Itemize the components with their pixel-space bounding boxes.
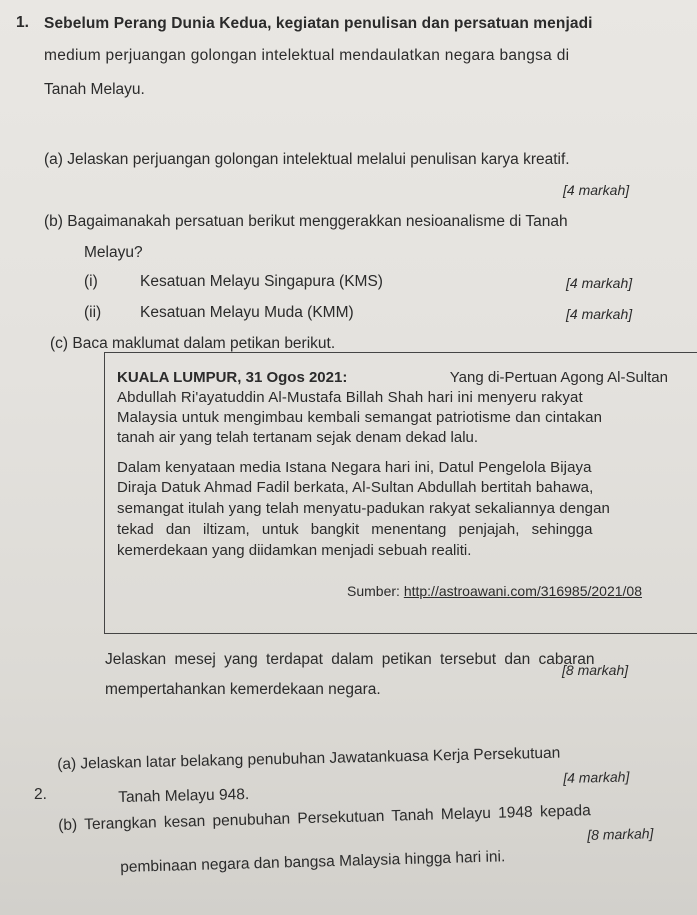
- question-1b-i-number: (i): [84, 273, 98, 290]
- question-1b-text-line-2: Melayu?: [84, 244, 143, 261]
- excerpt-dateline: KUALA LUMPUR, 31 Ogos 2021:: [117, 369, 348, 386]
- excerpt-p2-line-2: Diraja Datuk Ahmad Fadil berkata, Al-Sultan Abdullah bertitah bahawa,: [117, 479, 594, 496]
- question-1b-i-label: Kesatuan Melayu Singapura (KMS): [140, 273, 383, 290]
- question-1a-marks: [4 markah]: [563, 182, 630, 198]
- question-1b-i-marks: [4 markah]: [566, 275, 633, 291]
- question-2a-line-2: Tanah Melayu 948.: [118, 786, 250, 806]
- question-1c-marks: [8 markah]: [562, 662, 629, 678]
- question-1-intro-line-3: Tanah Melayu.: [44, 81, 145, 98]
- excerpt-p2-line-4: tekad dan iltizam, untuk bangkit menentang penjajah, sehingga: [117, 521, 593, 538]
- excerpt-p2-line-5: kemerdekaan yang diidamkan menjadi sebuah realiti.: [117, 542, 472, 559]
- question-1b-text-line-1: (b) Bagaimanakah persatuan berikut menggerakkan nesioanalisme di Tanah: [44, 213, 568, 230]
- excerpt-p1-line-3: Malaysia untuk mengimbau kembali semangat patriotisme dan cintakan: [117, 409, 603, 426]
- excerpt-source: [347, 583, 642, 599]
- question-2-number: 2.: [34, 786, 47, 803]
- excerpt-line-1: [117, 368, 668, 388]
- question-1-intro-line-2: medium perjuangan golongan intelektual mendaulatkan negara bangsa di: [44, 47, 570, 64]
- excerpt-p1-line1-rest: Yang di-Pertuan Agong Al-Sultan: [449, 369, 668, 386]
- question-1-number: 1.: [16, 14, 29, 31]
- question-1a-text: (a) Jelaskan perjuangan golongan intelektual melalui penulisan karya kreatif.: [44, 151, 570, 168]
- excerpt-p1-line-4: tanah air yang telah tertanam sejak denam dekad lalu.: [117, 429, 479, 446]
- excerpt-source-label: Sumber:: [347, 583, 400, 599]
- question-1b-ii-marks: [4 markah]: [566, 306, 633, 322]
- excerpt-p1-line-2: Abdullah Ri'ayatuddin Al-Mustafa Billah Shah hari ini menyeru rakyat: [117, 389, 583, 406]
- question-1c-text: (c) Baca maklumat dalam petikan berikut.: [50, 335, 336, 352]
- question-1c-question-line-1: Jelaskan mesej yang terdapat dalam petikan tersebut dan cabaran: [105, 651, 595, 668]
- excerpt-source-link[interactable]: http://astroawani.com/316985/2021/08: [403, 583, 642, 599]
- question-2a-line-1: (a) Jelaskan latar belakang penubuhan Jawatankuasa Kerja Persekutuan: [57, 744, 561, 773]
- question-1b-ii-label: Kesatuan Melayu Muda (KMM): [140, 304, 354, 321]
- question-1c-question-line-2: mempertahankan kemerdekaan negara.: [105, 681, 381, 698]
- question-2b-line-1: (b) Terangkan kesan penubuhan Persekutuan Tanah Melayu 1948 kepada: [58, 802, 592, 834]
- question-2a-marks: [4 markah]: [563, 768, 630, 786]
- excerpt-p2-line-1: Dalam kenyataan media Istana Negara hari ini, Datul Pengelola Bijaya: [117, 459, 592, 476]
- question-2b-line-2: pembinaan negara dan bangsa Malaysia hingga hari ini.: [120, 848, 506, 876]
- question-1-intro-line-1: Sebelum Perang Dunia Kedua, kegiatan penulisan dan persatuan menjadi: [44, 15, 593, 32]
- question-1b-ii-number: (ii): [84, 304, 102, 321]
- question-2b-marks: [8 markah]: [587, 825, 654, 843]
- excerpt-p2-line-3: semangat itulah yang telah menyatu-padukan rakyat sekaliannya dengan: [117, 500, 610, 517]
